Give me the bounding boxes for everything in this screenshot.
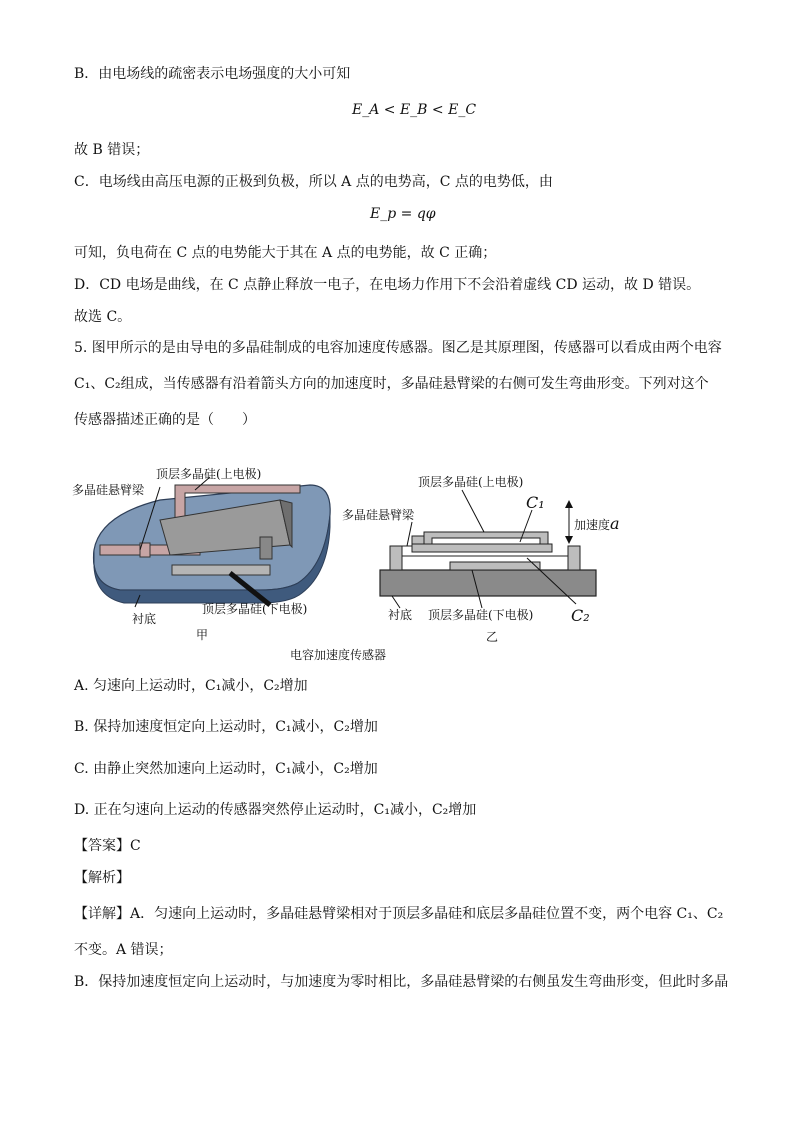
option-b: B. 保持加速度恒定向上运动时，C₁减小，C₂增加 bbox=[74, 719, 378, 735]
label-yi-name: 乙 bbox=[486, 630, 499, 644]
text-line-c1: C．电场线由高压电源的正极到负极，所以 A 点的电势高，C 点的电势低，由 bbox=[74, 174, 553, 190]
figure-caption: 电容加速度传感器 bbox=[290, 648, 387, 662]
label-yi-c1: C₁ bbox=[526, 493, 545, 512]
label-yi-acceleration bbox=[574, 514, 620, 533]
label-jia-bottom-electrode: 顶层多晶硅(下电极) bbox=[202, 602, 308, 616]
label-jia-name: 甲 bbox=[196, 628, 209, 642]
label-yi-cantilever: 多晶硅悬臂梁 bbox=[342, 508, 415, 522]
equation-e-order: E_A < E_B < E_C bbox=[352, 102, 477, 118]
label-yi-acceleration-text: 加速度 bbox=[574, 518, 611, 532]
question-5-line1: 5. 图甲所示的是由导电的多晶硅制成的电容加速度传感器。图乙是其原理图，传感器可以看成由两个电容 bbox=[74, 340, 722, 356]
text-line-select: 故选 C。 bbox=[74, 309, 132, 325]
label-yi-bottom-electrode: 顶层多晶硅(下电极) bbox=[428, 608, 534, 622]
equation-ep: E_p = qφ bbox=[370, 206, 436, 222]
question-5-line2: C₁、C₂组成，当传感器有沿着箭头方向的加速度时，多晶硅悬臂梁的右侧可发生弯曲形变。下列对这个 bbox=[74, 376, 709, 392]
label-yi-c2: C₂ bbox=[571, 606, 590, 625]
text-line-b1: B．由电场线的疏密表示电场强度的大小可知 bbox=[74, 66, 351, 82]
detail-line-3: B．保持加速度恒定向上运动时，与加速度为零时相比，多晶硅悬臂梁的右侧虽发生弯曲形变，但此时多晶 bbox=[74, 974, 729, 990]
option-c: C. 由静止突然加速向上运动时，C₁减小，C₂增加 bbox=[74, 761, 378, 777]
label-yi-substrate: 衬底 bbox=[388, 608, 413, 622]
detail-line-1: 【详解】A．匀速向上运动时，多晶硅悬臂梁相对于顶层多晶硅和底层多晶硅位置不变，两个电容 C₁、C₂ bbox=[74, 906, 724, 922]
analysis-heading: 【解析】 bbox=[74, 870, 130, 886]
label-jia-top-electrode: 顶层多晶硅(上电极) bbox=[156, 467, 262, 481]
label-jia-substrate: 衬底 bbox=[132, 612, 157, 626]
text-line-c2: 可知，负电荷在 C 点的电势能大于其在 A 点的电势能，故 C 正确； bbox=[74, 245, 497, 261]
text-line-d1: D．CD 电场是曲线，在 C 点静止释放一电子，在电场力作用下不会沿着虚线 CD 运动，故 D 错误。 bbox=[74, 277, 701, 293]
option-d: D. 正在匀速向上运动的传感器突然停止运动时，C₁减小，C₂增加 bbox=[74, 802, 477, 818]
option-a: A. 匀速向上运动时，C₁减小，C₂增加 bbox=[74, 678, 308, 694]
label-yi-acceleration-symbol: a bbox=[610, 514, 620, 533]
text-line-b2: 故 B 错误； bbox=[74, 142, 150, 158]
answer-line: 【答案】C bbox=[74, 838, 141, 854]
detail-line-2: 不变。A 错误； bbox=[74, 942, 173, 958]
question-5-line3: 传感器描述正确的是（ ） bbox=[74, 412, 256, 428]
label-yi-top-electrode: 顶层多晶硅(上电极) bbox=[418, 475, 524, 489]
label-jia-cantilever: 多晶硅悬臂梁 bbox=[72, 483, 145, 497]
